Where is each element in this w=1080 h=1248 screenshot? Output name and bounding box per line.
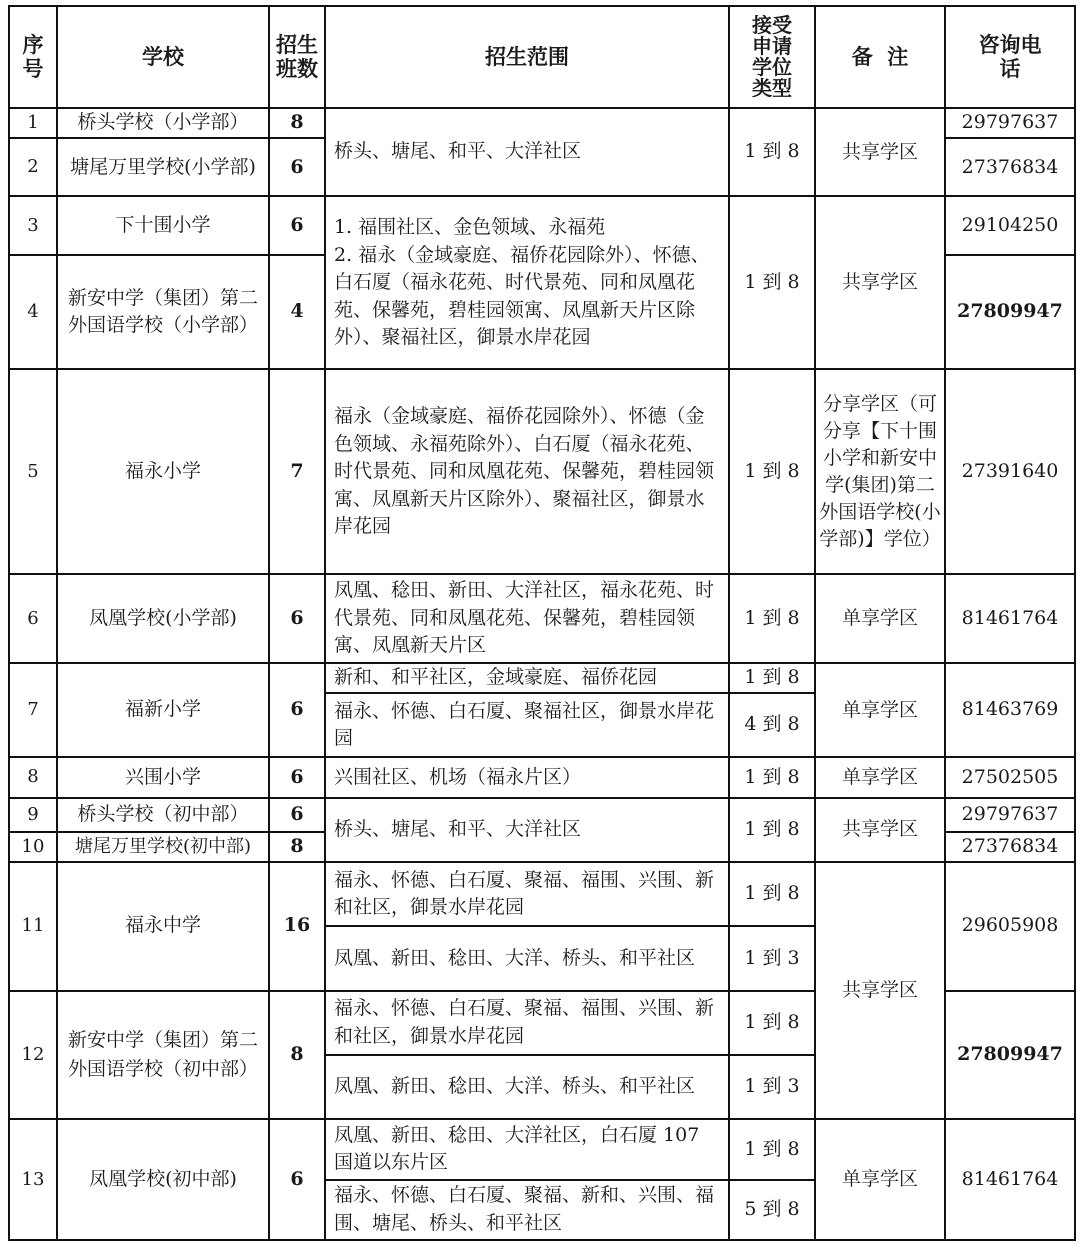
remark: 共享学区 [815, 862, 945, 1119]
class-count: 6 [269, 757, 325, 797]
class-count: 8 [269, 991, 325, 1120]
school-name: 新安中学（集团）第二外国语学校（初中部） [57, 991, 269, 1120]
degree-type: 1 到 8 [729, 574, 815, 662]
header-scope: 招生范围 [325, 6, 729, 108]
class-count: 4 [269, 255, 325, 370]
degree-type: 4 到 8 [729, 693, 815, 757]
scope-line: 1. 福围社区、金色领域、永福苑 [334, 216, 606, 239]
phone-number: 81461764 [945, 1119, 1075, 1240]
degree-type: 1 到 8 [729, 798, 815, 862]
enrollment-scope: 福永、怀德、白石厦、聚福社区，御景水岸花园 [325, 693, 729, 757]
row-no: 10 [9, 832, 57, 862]
phone-number: 29797637 [945, 798, 1075, 832]
degree-type: 1 到 8 [729, 1119, 815, 1179]
enrollment-scope: 凤凰、新田、稔田、大洋、桥头、和平社区 [325, 1055, 729, 1119]
school-name: 塘尾万里学校(小学部) [57, 138, 269, 196]
header-row [9, 6, 1075, 108]
school-name: 凤凰学校(初中部) [57, 1119, 269, 1240]
phone-number: 27809947 [945, 991, 1075, 1120]
phone-number: 27376834 [945, 832, 1075, 862]
table-row [9, 1119, 1075, 1179]
table-row [9, 108, 1075, 138]
phone-number: 29605908 [945, 862, 1075, 991]
row-no: 12 [9, 991, 57, 1120]
class-count: 6 [269, 1119, 325, 1240]
remark: 单享学区 [815, 757, 945, 797]
header-school: 学校 [57, 6, 269, 108]
enrollment-scope: 凤凰、稔田、新田、大洋社区，福永花苑、时代景苑、同和凤凰花苑、保馨苑，碧桂园领寓、凤凰新天片区 [325, 574, 729, 662]
enrollment-scope: 新和、和平社区，金域豪庭、福侨花园 [325, 663, 729, 693]
degree-type: 5 到 8 [729, 1180, 815, 1240]
row-no: 5 [9, 369, 57, 574]
table-row [9, 798, 1075, 832]
class-count: 6 [269, 663, 325, 757]
phone-number: 27502505 [945, 757, 1075, 797]
class-count: 6 [269, 196, 325, 254]
header-classes: 招生班数 [269, 6, 325, 108]
enrollment-table [8, 5, 1076, 1241]
degree-type: 1 到 8 [729, 757, 815, 797]
enrollment-scope: 兴围社区、机场（福永片区） [325, 757, 729, 797]
degree-type: 1 到 3 [729, 926, 815, 990]
school-name: 塘尾万里学校(初中部) [57, 832, 269, 862]
degree-type: 1 到 8 [729, 991, 815, 1055]
remark: 共享学区 [815, 196, 945, 369]
school-name: 凤凰学校(小学部) [57, 574, 269, 662]
class-count: 8 [269, 832, 325, 862]
row-no: 2 [9, 138, 57, 196]
row-no: 13 [9, 1119, 57, 1240]
row-no: 7 [9, 663, 57, 757]
school-name: 福永中学 [57, 862, 269, 991]
degree-type: 1 到 8 [729, 663, 815, 693]
table-row [9, 862, 1075, 926]
enrollment-scope [325, 196, 729, 369]
table-row [9, 663, 1075, 693]
row-no: 9 [9, 798, 57, 832]
phone-number: 27809947 [945, 255, 1075, 370]
remark: 单享学区 [815, 663, 945, 757]
degree-type: 1 到 3 [729, 1055, 815, 1119]
enrollment-scope: 福永、怀德、白石厦、聚福、福围、兴围、新和社区，御景水岸花园 [325, 991, 729, 1055]
table-row [9, 574, 1075, 662]
class-count: 6 [269, 798, 325, 832]
degree-type: 1 到 8 [729, 862, 815, 926]
remark: 共享学区 [815, 798, 945, 862]
school-name: 兴围小学 [57, 757, 269, 797]
phone-number: 27376834 [945, 138, 1075, 196]
enrollment-scope: 福永、怀德、白石厦、聚福、福围、兴围、新和社区，御景水岸花园 [325, 862, 729, 926]
header-no: 序号 [9, 6, 57, 108]
school-name: 新安中学（集团）第二外国语学校（小学部） [57, 255, 269, 370]
class-count: 7 [269, 369, 325, 574]
class-count: 6 [269, 138, 325, 196]
header-type: 接受申请学位类型 [729, 6, 815, 108]
class-count: 6 [269, 574, 325, 662]
class-count: 16 [269, 862, 325, 991]
enrollment-scope: 凤凰、新田、稔田、大洋社区，白石厦 107 国道以东片区 [325, 1119, 729, 1179]
class-count: 8 [269, 108, 325, 138]
enrollment-scope: 桥头、塘尾、和平、大洋社区 [325, 798, 729, 862]
row-no: 4 [9, 255, 57, 370]
phone-number: 81461764 [945, 574, 1075, 662]
enrollment-scope: 福永（金域豪庭、福侨花园除外）、怀德（金色领域、永福苑除外）、白石厦（福永花苑、时代景苑、同和凤凰花苑、保馨苑，碧桂园领寓、凤凰新天片区除外）、聚福社区，御景水岸花园 [325, 369, 729, 574]
table-row [9, 196, 1075, 254]
table-row [9, 757, 1075, 797]
remark: 单享学区 [815, 574, 945, 662]
school-name: 桥头学校（初中部） [57, 798, 269, 832]
degree-type: 1 到 8 [729, 108, 815, 196]
row-no: 11 [9, 862, 57, 991]
school-name: 桥头学校（小学部） [57, 108, 269, 138]
row-no: 1 [9, 108, 57, 138]
row-no: 8 [9, 757, 57, 797]
remark: 共享学区 [815, 108, 945, 196]
degree-type: 1 到 8 [729, 196, 815, 369]
enrollment-scope: 凤凰、新田、稔田、大洋、桥头、和平社区 [325, 926, 729, 990]
school-name: 福新小学 [57, 663, 269, 757]
remark: 分享学区（可分享【下十围小学和新安中学(集团)第二外国语学校(小学部)】学位） [815, 369, 945, 574]
row-no: 6 [9, 574, 57, 662]
table-row [9, 369, 1075, 574]
school-name: 福永小学 [57, 369, 269, 574]
phone-number: 29104250 [945, 196, 1075, 254]
remark: 单享学区 [815, 1119, 945, 1240]
phone-number: 29797637 [945, 108, 1075, 138]
phone-number: 81463769 [945, 663, 1075, 757]
enrollment-scope: 福永、怀德、白石厦、聚福、新和、兴围、福围、塘尾、桥头、和平社区 [325, 1180, 729, 1240]
phone-number: 27391640 [945, 369, 1075, 574]
school-name: 下十围小学 [57, 196, 269, 254]
degree-type: 1 到 8 [729, 369, 815, 574]
header-phone: 咨询电话 [945, 6, 1075, 108]
enrollment-scope: 桥头、塘尾、和平、大洋社区 [325, 108, 729, 196]
header-note: 备 注 [815, 6, 945, 108]
scope-line: 2. 福永（金域豪庭、福侨花园除外）、怀德、白石厦（福永花苑、时代景苑、同和凤凰花苑、保馨苑，碧桂园领寓、凤凰新天片区除外）、聚福社区，御景水岸花园 [334, 243, 710, 349]
row-no: 3 [9, 196, 57, 254]
